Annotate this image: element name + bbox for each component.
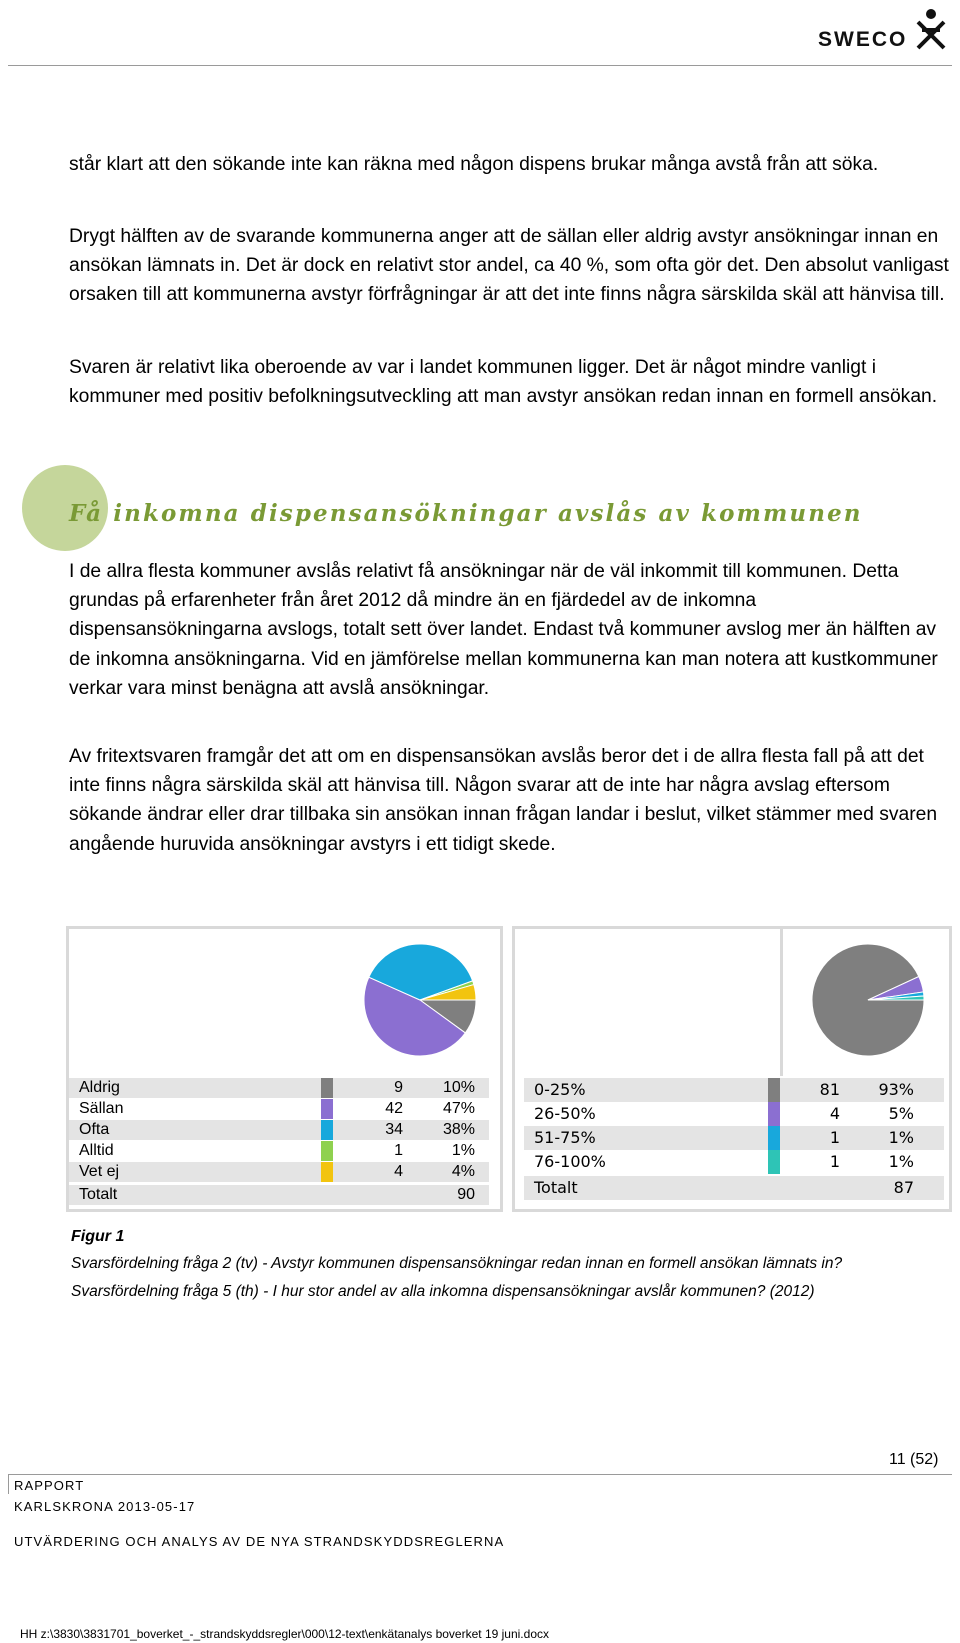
table-row-1-2	[524, 1126, 944, 1150]
figure-caption-1: Svarsfördelning fråga 2 (tv) - Avstyr kommunen dispensansökningar redan innan en formell ansökan lämnats in?	[71, 1255, 843, 1272]
pie-chart-left	[360, 940, 480, 1060]
paragraph-5: Av fritextsvaren framgår det att om en dispensansökan avslås beror det i de allra flesta fall på att det inte finns några särskilda skäl att hänvisa till. Någon svarar att de inte har några avslag eftersom sökande ändrar eller drar tillbaka sin ansökan innan frågan landar i beslut, vilket stämmer med svaren angående huruvida ansökningar avstyrs i ett tidigt skede.	[69, 746, 938, 855]
category-label: Alltid	[79, 1142, 114, 1159]
count-value: 4	[394, 1163, 403, 1180]
total-value: 87	[893, 1178, 914, 1197]
table-row-0-3	[69, 1141, 489, 1161]
percent-value: 10%	[442, 1079, 475, 1096]
legend-swatch	[321, 1162, 333, 1182]
percent-value: 5%	[888, 1104, 914, 1123]
count-value: 1	[394, 1142, 403, 1159]
footer-vline	[8, 1474, 9, 1494]
percent-value: 93%	[878, 1080, 914, 1099]
footer-rule	[8, 1474, 952, 1475]
category-label: Sällan	[79, 1100, 124, 1117]
paragraph-1: står klart att den sökande inte kan räkna med någon dispens brukar många avstå från att söka.	[69, 154, 879, 175]
table-row-0-1	[69, 1099, 489, 1119]
table-row-0-4	[69, 1162, 489, 1182]
panel-divider	[780, 926, 783, 1076]
table-row-1-0	[524, 1078, 944, 1102]
table-total-row-0	[69, 1185, 489, 1205]
data-table-left	[69, 1078, 489, 1210]
legend-swatch	[768, 1078, 780, 1102]
total-label: Totalt	[79, 1186, 118, 1203]
figure-label: Figur 1	[71, 1228, 125, 1245]
footer-doc-type: RAPPORT	[14, 1478, 85, 1493]
logo-text: SWECO	[818, 28, 908, 50]
table-row-0-2	[69, 1120, 489, 1140]
percent-value: 1%	[451, 1142, 475, 1159]
legend-swatch	[321, 1078, 333, 1098]
data-table-right	[524, 1078, 944, 1210]
count-value: 4	[829, 1104, 840, 1123]
footer-title: UTVÄRDERING OCH ANALYS AV DE NYA STRANDSKYDDSREGLERNA	[14, 1534, 505, 1549]
paragraph-4: I de allra flesta kommuner avslås relativt få ansökningar när de väl inkommit till kommunen. Detta grundas på erfarenheter från året 2012 då mindre än en fjärdedel av de inkomna dispensansökningarna avslogs, totalt sett över landet. Endast två kommuner avslog mer än hälften av de inkomna ansökningarna. Vid en jämförelse mellan kommunerna kan man notera att kustkommuner verkar vara minst benägna att avslå ansökningar.	[69, 561, 938, 699]
category-label: 76-100%	[534, 1152, 606, 1171]
legend-swatch	[768, 1150, 780, 1174]
footer-place-date: KARLSKRONA 2013-05-17	[14, 1499, 196, 1514]
category-label: 51-75%	[534, 1128, 596, 1147]
legend-swatch	[768, 1126, 780, 1150]
figure-caption-2: Svarsfördelning fråga 5 (th) - I hur stor andel av alla inkomna dispensansökningar avslår kommunen? (2012)	[71, 1283, 815, 1300]
paragraph-3: Svaren är relativt lika oberoende av var i landet kommunen ligger. Det är något mindre vanligt i kommuner med positiv befolkningsutveckling att man avstyr ansökan redan innan en formell ansökan.	[69, 357, 938, 408]
legend-swatch	[768, 1102, 780, 1126]
percent-value: 4%	[451, 1163, 475, 1180]
legend-swatch	[321, 1099, 333, 1119]
header-rule	[8, 65, 952, 66]
paragraph-2: Drygt hälften av de svarande kommunerna anger att de sällan eller aldrig avstyr ansökningar innan en ansökan lämnats in. Det är dock en relativt stor andel, ca 40 %, som ofta gör det. Den absolut vanligast orsaken till att kommunerna avstyr förfrågningar är att det inte finns några särskilda skäl att hänvisa till.	[69, 226, 949, 306]
legend-swatch	[321, 1141, 333, 1161]
percent-value: 38%	[442, 1121, 475, 1138]
category-label: Ofta	[79, 1121, 110, 1138]
section-heading: Få inkomna dispensansökningar avslås av kommunen	[69, 500, 863, 527]
pie-chart-right	[808, 940, 928, 1060]
count-value: 34	[385, 1121, 403, 1138]
category-label: 26-50%	[534, 1104, 596, 1123]
category-label: Vet ej	[79, 1163, 120, 1180]
page-number: 11 (52)	[889, 1451, 939, 1468]
table-row-1-1	[524, 1102, 944, 1126]
total-label: Totalt	[534, 1178, 578, 1197]
sweco-logo	[818, 8, 948, 50]
footer-file-path: HH z:\3830\3831701_boverket_-_strandskyddsregler\000\12-text\enkätanalys boverket 19 juni.docx	[20, 1627, 549, 1641]
count-value: 1	[829, 1152, 840, 1171]
percent-value: 1%	[888, 1152, 914, 1171]
category-label: 0-25%	[534, 1080, 586, 1099]
count-value: 81	[819, 1080, 840, 1099]
count-value: 42	[385, 1100, 403, 1117]
percent-value: 1%	[888, 1128, 914, 1147]
legend-swatch	[321, 1120, 333, 1140]
count-value: 1	[829, 1128, 840, 1147]
category-label: Aldrig	[79, 1079, 120, 1096]
count-value: 9	[394, 1079, 403, 1096]
table-row-1-3	[524, 1150, 944, 1174]
total-value: 90	[457, 1186, 475, 1203]
table-row-0-0	[69, 1078, 489, 1098]
percent-value: 47%	[442, 1100, 475, 1117]
table-total-row-1	[524, 1176, 944, 1200]
